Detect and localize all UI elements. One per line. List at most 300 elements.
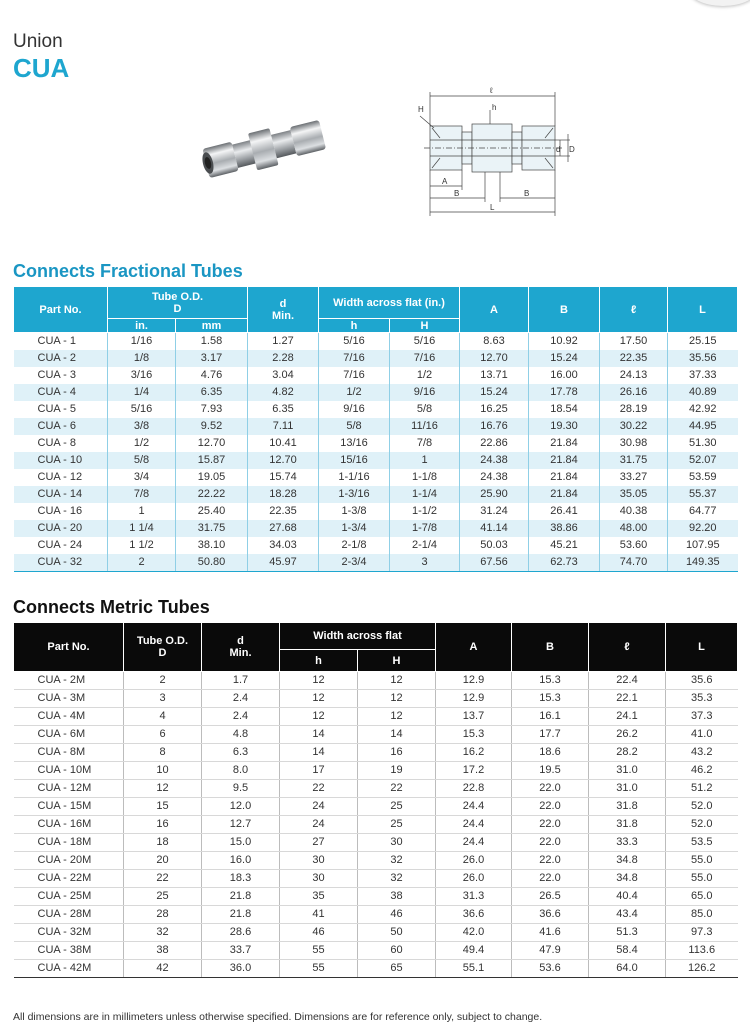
part-number-cell: CUA - 6: [14, 418, 108, 435]
table-cell: 107.95: [668, 537, 738, 554]
table-cell: 1 1/4: [108, 520, 176, 537]
table-cell: 46: [280, 924, 358, 942]
table-cell: 67.56: [460, 554, 529, 572]
table-cell: 9.5: [202, 780, 280, 798]
part-number-cell: CUA - 32: [14, 554, 108, 572]
table-cell: 1.27: [248, 333, 319, 351]
table-cell: 14: [280, 726, 358, 744]
table-cell: 53.6: [512, 960, 589, 978]
table-cell: 1-3/4: [319, 520, 390, 537]
table-cell: 85.0: [666, 906, 738, 924]
part-number-cell: CUA - 12: [37, 471, 83, 483]
table-cell: 36.6: [436, 906, 512, 924]
part-number-cell: CUA - 32M: [14, 924, 124, 942]
table-cell: 1/4: [108, 384, 176, 401]
table-cell: 9/16: [390, 384, 460, 401]
table-cell: 12: [358, 708, 436, 726]
table-cell: 12.7: [202, 816, 280, 834]
table-cell: 24.38: [460, 452, 529, 469]
table-cell: 7/8: [108, 486, 176, 503]
table-cell: 18.28: [248, 486, 319, 503]
table-cell: 25.40: [176, 503, 248, 520]
table-cell: 49.4: [436, 942, 512, 960]
table-cell: 12: [358, 672, 436, 690]
table-cell: 62.73: [529, 554, 600, 572]
tube-od-label: Tube O.D.: [151, 290, 204, 303]
table-cell: 31.75: [600, 452, 668, 469]
table-cell: 24.4: [436, 816, 512, 834]
table-cell: 15.3: [436, 726, 512, 744]
col-width-across-flat: Width across flat (in.): [319, 287, 460, 319]
table-cell: 16.2: [436, 744, 512, 762]
table-cell: 6: [124, 726, 202, 744]
table-cell: 22.0: [512, 780, 589, 798]
table-row: [14, 744, 738, 762]
table-cell: 32: [358, 870, 436, 888]
table-cell: 24.1: [589, 708, 666, 726]
table-cell: 12: [124, 780, 202, 798]
table-cell: 45.21: [529, 537, 600, 554]
page-corner-button[interactable]: [688, 0, 750, 6]
table-cell: 18.6: [512, 744, 589, 762]
table-row: [14, 401, 738, 418]
table-cell: 4: [124, 708, 202, 726]
col-tube-od: [108, 287, 248, 319]
table-cell: 55: [280, 960, 358, 978]
table-cell: 2: [108, 554, 176, 572]
table-cell: 35.6: [666, 672, 738, 690]
table-cell: 18.54: [529, 401, 600, 418]
table-cell: 10: [124, 762, 202, 780]
part-number-cell: CUA - 1: [37, 335, 77, 347]
table-cell: 5/8: [108, 452, 176, 469]
table-cell: 7/16: [319, 350, 390, 367]
table-cell: 48.00: [600, 520, 668, 537]
table-cell: 34.8: [589, 870, 666, 888]
table-cell: 1-7/8: [390, 520, 460, 537]
table-cell: 42.0: [436, 924, 512, 942]
table-cell: 51.3: [589, 924, 666, 942]
table-cell: 20: [124, 852, 202, 870]
table-cell: 35.56: [668, 350, 738, 367]
table-cell: 28: [124, 906, 202, 924]
table-cell: 31.75: [176, 520, 248, 537]
table-cell: 1/16: [108, 333, 176, 351]
table-row: [14, 780, 738, 798]
table-cell: 113.6: [666, 942, 738, 960]
table-cell: 9/16: [319, 401, 390, 418]
table-cell: 2-1/4: [390, 537, 460, 554]
part-number-cell: CUA - 16M: [14, 816, 124, 834]
table-cell: 74.70: [600, 554, 668, 572]
table-cell: 6.35: [176, 384, 248, 401]
table-cell: 4.8: [202, 726, 280, 744]
tube-od-sub: D: [173, 302, 182, 315]
table-cell: 1-1/16: [319, 469, 390, 486]
table-cell: 22.0: [512, 852, 589, 870]
table-cell: 24: [280, 798, 358, 816]
col-part-no: Part No.: [14, 623, 124, 672]
col-B: B: [529, 287, 600, 333]
label-L: L: [490, 203, 495, 212]
table-cell: 50.80: [176, 554, 248, 572]
table-row: [14, 816, 738, 834]
table-cell: 1/8: [108, 350, 176, 367]
table-cell: 22.1: [589, 690, 666, 708]
part-number-cell: CUA - 4: [14, 384, 108, 401]
table-cell: 41.0: [666, 726, 738, 744]
table-cell: 4.76: [176, 367, 248, 384]
table-cell: 21.84: [529, 469, 600, 486]
footer-note: All dimensions are in millimeters unless otherwise specified. Dimensions are for reference only, subject to change.: [13, 1011, 543, 1023]
part-number-cell: CUA - 20M: [14, 852, 124, 870]
table-cell: 22.0: [512, 870, 589, 888]
table-cell: 22.4: [589, 672, 666, 690]
table-cell: 149.35: [668, 554, 738, 572]
table-cell: 12: [280, 708, 358, 726]
table-cell: 3/16: [108, 367, 176, 384]
table-cell: 28.2: [589, 744, 666, 762]
label-h: h: [492, 103, 497, 112]
table-row: [14, 435, 738, 452]
table-row: [14, 503, 738, 520]
table-row: [14, 726, 738, 744]
table-cell: 15.3: [512, 690, 589, 708]
table-cell: 12.70: [460, 350, 529, 367]
table-cell: 16.0: [202, 852, 280, 870]
label-D: D: [569, 145, 575, 154]
table-cell: 51.30: [668, 435, 738, 452]
table-cell: 24.38: [460, 469, 529, 486]
table-cell: 17.7: [512, 726, 589, 744]
table-cell: 3: [124, 690, 202, 708]
table-cell: 28.19: [600, 401, 668, 418]
table-cell: 44.95: [668, 418, 738, 435]
fractional-table: [13, 286, 738, 572]
table-cell: 5/16: [108, 401, 176, 418]
table-cell: 8.63: [460, 333, 529, 351]
table-cell: 21.8: [202, 888, 280, 906]
table-row: [14, 486, 738, 503]
table-cell: 30.98: [600, 435, 668, 452]
table-cell: 40.89: [668, 384, 738, 401]
part-number-cell: CUA - 28M: [14, 906, 124, 924]
table-cell: 27: [280, 834, 358, 852]
table-cell: 5/16: [390, 333, 460, 351]
table-cell: 1/2: [108, 435, 176, 452]
table-cell: 3.04: [248, 367, 319, 384]
table-cell: 38.86: [529, 520, 600, 537]
part-number-cell: CUA - 16: [37, 505, 83, 517]
table-cell: 22: [358, 780, 436, 798]
table-cell: 25: [358, 816, 436, 834]
table-cell: 16.00: [529, 367, 600, 384]
table-cell: 15.24: [460, 384, 529, 401]
table-cell: 52.0: [666, 816, 738, 834]
table-cell: 60: [358, 942, 436, 960]
part-number-cell: CUA - 38M: [14, 942, 124, 960]
table-cell: 19.5: [512, 762, 589, 780]
table-cell: 33.27: [600, 469, 668, 486]
table-row: [14, 888, 738, 906]
part-number-cell: CUA - 5: [37, 403, 77, 415]
table-row: [14, 672, 738, 690]
table-cell: 21.84: [529, 435, 600, 452]
part-number-cell: CUA - 2: [14, 350, 108, 367]
table-cell: 28.6: [202, 924, 280, 942]
table-cell: 3: [390, 554, 460, 572]
table-cell: 16.1: [512, 708, 589, 726]
metric-section-heading: Connects Metric Tubes: [13, 597, 210, 617]
table-cell: 15.87: [176, 452, 248, 469]
table-cell: 1/2: [319, 384, 390, 401]
product-photo: [198, 112, 330, 184]
table-cell: 2.28: [248, 350, 319, 367]
part-number-cell: CUA - 8: [37, 437, 77, 449]
table-row: [14, 350, 738, 367]
col-h: h: [319, 319, 390, 333]
table-cell: 22.86: [460, 435, 529, 452]
part-number-cell: CUA - 10: [14, 452, 108, 469]
dimension-drawing: [410, 86, 575, 226]
table-cell: 42.92: [668, 401, 738, 418]
table-cell: 21.8: [202, 906, 280, 924]
table-row: [14, 762, 738, 780]
table-cell: 7/16: [390, 350, 460, 367]
table-row: [14, 798, 738, 816]
table-row: [14, 384, 738, 401]
table-cell: 34.8: [589, 852, 666, 870]
table-cell: 19.05: [176, 469, 248, 486]
table-cell: 22: [124, 870, 202, 888]
table-cell: 30.22: [600, 418, 668, 435]
table-cell: 1: [108, 503, 176, 520]
table-cell: 25: [358, 798, 436, 816]
table-cell: 52.07: [668, 452, 738, 469]
table-cell: 51.2: [666, 780, 738, 798]
table-cell: 26.5: [512, 888, 589, 906]
table-cell: 53.5: [666, 834, 738, 852]
part-number-cell: CUA - 42M: [14, 960, 124, 978]
table-cell: 47.9: [512, 942, 589, 960]
table-cell: 16: [358, 744, 436, 762]
label-A: A: [442, 177, 448, 186]
part-number-cell: CUA - 18M: [14, 834, 124, 852]
table-cell: 8.0: [202, 762, 280, 780]
table-cell: 3/4: [108, 469, 176, 486]
table-cell: 38: [358, 888, 436, 906]
table-row: [14, 852, 738, 870]
label-ell: ℓ: [490, 86, 493, 95]
part-number-cell: CUA - 4M: [14, 708, 124, 726]
table-cell: 7.93: [176, 401, 248, 418]
table-cell: 32: [124, 924, 202, 942]
table-cell: 26.0: [436, 852, 512, 870]
col-d-min: [202, 623, 280, 672]
d-label: d: [237, 635, 244, 647]
table-cell: 22.35: [600, 350, 668, 367]
col-ell: ℓ: [589, 623, 666, 672]
part-number-cell: CUA - 3: [37, 369, 77, 381]
table-cell: 35.05: [600, 486, 668, 503]
table-cell: 24.4: [436, 834, 512, 852]
table-cell: 12.70: [248, 452, 319, 469]
table-cell: 41.14: [460, 520, 529, 537]
table-cell: 24.4: [436, 798, 512, 816]
table-cell: 1 1/2: [108, 537, 176, 554]
table-cell: 30: [358, 834, 436, 852]
table-cell: 43.4: [589, 906, 666, 924]
table-cell: 12: [280, 672, 358, 690]
table-cell: 65: [358, 960, 436, 978]
col-B: B: [512, 623, 589, 672]
table-cell: 31.8: [589, 816, 666, 834]
table-cell: 97.3: [666, 924, 738, 942]
table-cell: 2: [124, 672, 202, 690]
table-cell: 16: [124, 816, 202, 834]
tube-od-sub: D: [158, 647, 167, 659]
table-cell: 31.24: [460, 503, 529, 520]
col-H: H: [390, 319, 460, 333]
table-cell: 11/16: [390, 418, 460, 435]
table-cell: 31.0: [589, 780, 666, 798]
table-cell: 9.52: [176, 418, 248, 435]
tube-od-label: Tube O.D.: [136, 635, 189, 647]
label-H: H: [418, 105, 424, 114]
table-cell: 3/8: [108, 418, 176, 435]
part-number-cell: CUA - 15M: [14, 798, 124, 816]
table-cell: 16.76: [460, 418, 529, 435]
table-cell: 41.6: [512, 924, 589, 942]
table-cell: 30: [280, 870, 358, 888]
table-cell: 55.0: [666, 870, 738, 888]
table-cell: 58.4: [589, 942, 666, 960]
table-row: [14, 924, 738, 942]
table-cell: 14: [358, 726, 436, 744]
table-cell: 16.25: [460, 401, 529, 418]
table-row: [14, 960, 738, 978]
part-number-cell: CUA - 10M: [14, 762, 124, 780]
fractional-section-heading: Connects Fractional Tubes: [13, 261, 243, 281]
product-code: CUA: [13, 53, 70, 83]
table-cell: 35.3: [666, 690, 738, 708]
table-cell: 5/8: [390, 401, 460, 418]
table-cell: 3.17: [176, 350, 248, 367]
col-h: h: [280, 650, 358, 672]
table-cell: 26.41: [529, 503, 600, 520]
table-cell: 1-1/4: [390, 486, 460, 503]
part-number-cell: CUA - 25M: [14, 888, 124, 906]
table-cell: 32: [358, 852, 436, 870]
part-number-cell: CUA - 14: [14, 486, 108, 503]
table-cell: 12: [358, 690, 436, 708]
table-cell: 46: [358, 906, 436, 924]
table-cell: 37.3: [666, 708, 738, 726]
table-cell: 42: [124, 960, 202, 978]
part-number-cell: CUA - 12M: [14, 780, 124, 798]
col-A: A: [460, 287, 529, 333]
table-cell: 52.0: [666, 798, 738, 816]
label-B-right: B: [524, 189, 530, 198]
table-cell: 22.8: [436, 780, 512, 798]
table-cell: 26.16: [600, 384, 668, 401]
col-mm: mm: [176, 319, 248, 333]
table-cell: 13/16: [319, 435, 390, 452]
table-row: [14, 554, 738, 572]
table-cell: 21.84: [529, 452, 600, 469]
table-cell: 26.2: [589, 726, 666, 744]
table-cell: 1-3/8: [319, 503, 390, 520]
table-cell: 5/16: [319, 333, 390, 351]
table-cell: 13.7: [436, 708, 512, 726]
table-cell: 65.0: [666, 888, 738, 906]
table-cell: 17.78: [529, 384, 600, 401]
table-cell: 40.4: [589, 888, 666, 906]
col-in: in.: [108, 319, 176, 333]
table-cell: 2.4: [202, 690, 280, 708]
table-cell: 22.0: [512, 834, 589, 852]
table-cell: 55.1: [436, 960, 512, 978]
table-cell: 25: [124, 888, 202, 906]
table-cell: 22.35: [248, 503, 319, 520]
table-cell: 36.0: [202, 960, 280, 978]
col-tube-od: [124, 623, 202, 672]
part-number-cell: CUA - 8M: [14, 744, 124, 762]
table-cell: 7/8: [390, 435, 460, 452]
table-cell: 17.50: [600, 333, 668, 351]
product-category: Union: [13, 31, 63, 52]
table-row: [14, 834, 738, 852]
table-cell: 45.97: [248, 554, 319, 572]
table-cell: 31.3: [436, 888, 512, 906]
table-cell: 2.4: [202, 708, 280, 726]
table-cell: 7/16: [319, 367, 390, 384]
table-cell: 2-3/4: [319, 554, 390, 572]
table-cell: 31.8: [589, 798, 666, 816]
table-cell: 22.22: [176, 486, 248, 503]
table-cell: 15.0: [202, 834, 280, 852]
table-row: [14, 870, 738, 888]
table-cell: 18.3: [202, 870, 280, 888]
table-cell: 38.10: [176, 537, 248, 554]
table-cell: 53.60: [600, 537, 668, 554]
d-label: d: [279, 297, 287, 310]
part-number-cell: CUA - 24: [37, 539, 83, 551]
table-cell: 1-3/16: [319, 486, 390, 503]
table-cell: 15.24: [529, 350, 600, 367]
table-row: [14, 367, 738, 384]
table-cell: 19.30: [529, 418, 600, 435]
table-cell: 33.3: [589, 834, 666, 852]
table-cell: 92.20: [668, 520, 738, 537]
label-d: d: [556, 145, 561, 154]
table-cell: 12.70: [176, 435, 248, 452]
table-cell: 10.41: [248, 435, 319, 452]
table-cell: 22.0: [512, 798, 589, 816]
table-cell: 25.90: [460, 486, 529, 503]
table-cell: 41: [280, 906, 358, 924]
table-cell: 34.03: [248, 537, 319, 554]
metric-table: [13, 622, 738, 978]
table-row: [14, 520, 738, 537]
label-B-left: B: [454, 189, 460, 198]
table-cell: 53.59: [668, 469, 738, 486]
table-cell: 55.37: [668, 486, 738, 503]
table-cell: 26.0: [436, 870, 512, 888]
table-row: [14, 333, 738, 351]
part-number-cell: CUA - 3M: [14, 690, 124, 708]
table-cell: 15.74: [248, 469, 319, 486]
